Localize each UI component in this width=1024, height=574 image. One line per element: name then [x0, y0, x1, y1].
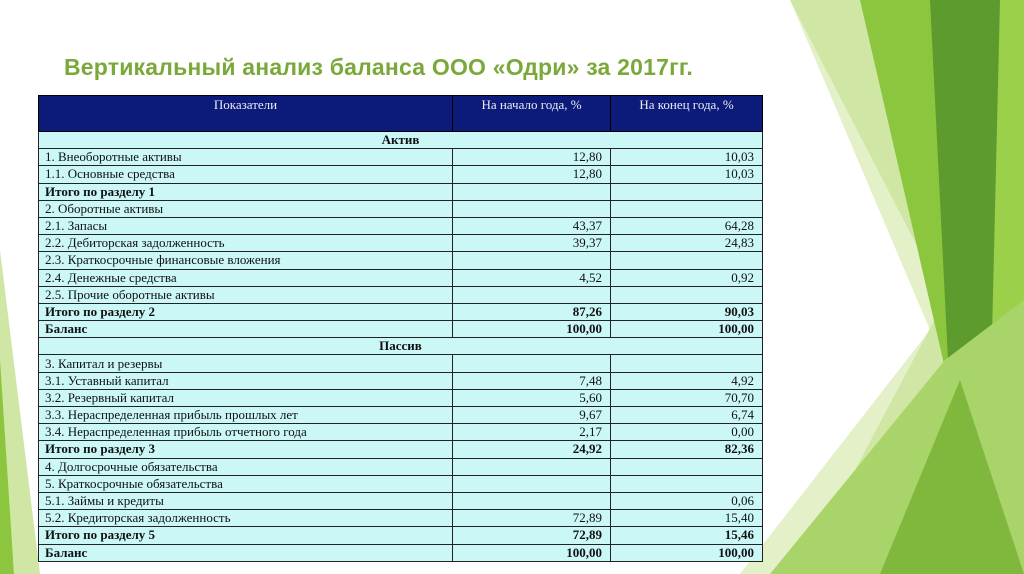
value-start: 4,52	[453, 269, 611, 286]
row-label: Баланс	[39, 321, 453, 338]
table-row	[39, 200, 763, 217]
value-end: 15,40	[611, 510, 763, 527]
value-end	[611, 286, 763, 303]
value-start: 12,80	[453, 166, 611, 183]
value-start: 2,17	[453, 424, 611, 441]
table-row	[39, 235, 763, 252]
balance-table	[38, 95, 763, 562]
value-start	[453, 286, 611, 303]
row-label: 5.1. Займы и кредиты	[39, 492, 453, 509]
value-end	[611, 458, 763, 475]
value-start: 24,92	[453, 441, 611, 458]
row-label: 1. Внеоборотные активы	[39, 149, 453, 166]
value-start	[453, 183, 611, 200]
value-start	[453, 492, 611, 509]
value-end	[611, 183, 763, 200]
header-end-year: На конец года, %	[611, 96, 763, 132]
row-label: 2.2. Дебиторская задолженность	[39, 235, 453, 252]
table-row	[39, 303, 763, 320]
row-label: 2.3. Краткосрочные финансовые вложения	[39, 252, 453, 269]
value-end: 0,00	[611, 424, 763, 441]
row-label: 2.1. Запасы	[39, 217, 453, 234]
row-label: Баланс	[39, 544, 453, 561]
value-start: 72,89	[453, 510, 611, 527]
table-row	[39, 321, 763, 338]
section-label: Актив	[39, 132, 763, 149]
value-start: 39,37	[453, 235, 611, 252]
value-end: 15,46	[611, 527, 763, 544]
table-row	[39, 544, 763, 561]
table-row	[39, 475, 763, 492]
table-row	[39, 149, 763, 166]
row-label: Итого по разделу 3	[39, 441, 453, 458]
value-start	[453, 475, 611, 492]
row-label: 5.2. Кредиторская задолженность	[39, 510, 453, 527]
table-row	[39, 510, 763, 527]
value-start: 87,26	[453, 303, 611, 320]
value-start	[453, 458, 611, 475]
row-label: 3.3. Нераспределенная прибыль прошлых лет	[39, 407, 453, 424]
table-row	[39, 166, 763, 183]
row-label: 2.4. Денежные средства	[39, 269, 453, 286]
value-start: 12,80	[453, 149, 611, 166]
value-end: 6,74	[611, 407, 763, 424]
row-label: 4. Долгосрочные обязательства	[39, 458, 453, 475]
row-label: Итого по разделу 2	[39, 303, 453, 320]
table-row	[39, 252, 763, 269]
row-label: 1.1. Основные средства	[39, 166, 453, 183]
table-row	[39, 269, 763, 286]
value-end: 0,06	[611, 492, 763, 509]
section-label: Пассив	[39, 338, 763, 355]
value-start: 72,89	[453, 527, 611, 544]
value-end	[611, 355, 763, 372]
header-start-year: На начало года, %	[453, 96, 611, 132]
table-row	[39, 458, 763, 475]
value-end: 0,92	[611, 269, 763, 286]
value-start	[453, 200, 611, 217]
table-row	[39, 217, 763, 234]
table-row	[39, 441, 763, 458]
table-row	[39, 424, 763, 441]
table-row	[39, 527, 763, 544]
value-end: 100,00	[611, 544, 763, 561]
value-start: 100,00	[453, 321, 611, 338]
value-start: 7,48	[453, 372, 611, 389]
table-row	[39, 407, 763, 424]
row-label: 3. Капитал и резервы	[39, 355, 453, 372]
value-end: 64,28	[611, 217, 763, 234]
table-row	[39, 286, 763, 303]
header-row	[39, 96, 763, 132]
table-row	[39, 372, 763, 389]
value-end: 10,03	[611, 166, 763, 183]
table-body	[39, 132, 763, 562]
table-row	[39, 492, 763, 509]
value-end: 70,70	[611, 389, 763, 406]
slide-title: Вертикальный анализ баланса ООО «Одри» за 2017гг.	[64, 54, 693, 80]
value-start: 5,60	[453, 389, 611, 406]
value-end	[611, 200, 763, 217]
value-end: 100,00	[611, 321, 763, 338]
section-row	[39, 338, 763, 355]
value-end: 10,03	[611, 149, 763, 166]
value-start: 9,67	[453, 407, 611, 424]
value-end	[611, 475, 763, 492]
table-header	[39, 96, 763, 132]
value-end: 4,92	[611, 372, 763, 389]
row-label: 3.1. Уставный капитал	[39, 372, 453, 389]
header-indicator: Показатели	[39, 96, 453, 132]
row-label: 5. Краткосрочные обязательства	[39, 475, 453, 492]
value-start: 100,00	[453, 544, 611, 561]
row-label: 3.4. Нераспределенная прибыль отчетного года	[39, 424, 453, 441]
table-row	[39, 183, 763, 200]
row-label: 2.5. Прочие оборотные активы	[39, 286, 453, 303]
table-row	[39, 389, 763, 406]
value-start	[453, 355, 611, 372]
section-row	[39, 132, 763, 149]
value-end	[611, 252, 763, 269]
row-label: Итого по разделу 1	[39, 183, 453, 200]
row-label: 2. Оборотные активы	[39, 200, 453, 217]
value-start: 43,37	[453, 217, 611, 234]
value-end: 82,36	[611, 441, 763, 458]
value-start	[453, 252, 611, 269]
row-label: Итого по разделу 5	[39, 527, 453, 544]
table-row	[39, 355, 763, 372]
value-end: 90,03	[611, 303, 763, 320]
value-end: 24,83	[611, 235, 763, 252]
row-label: 3.2. Резервный капитал	[39, 389, 453, 406]
